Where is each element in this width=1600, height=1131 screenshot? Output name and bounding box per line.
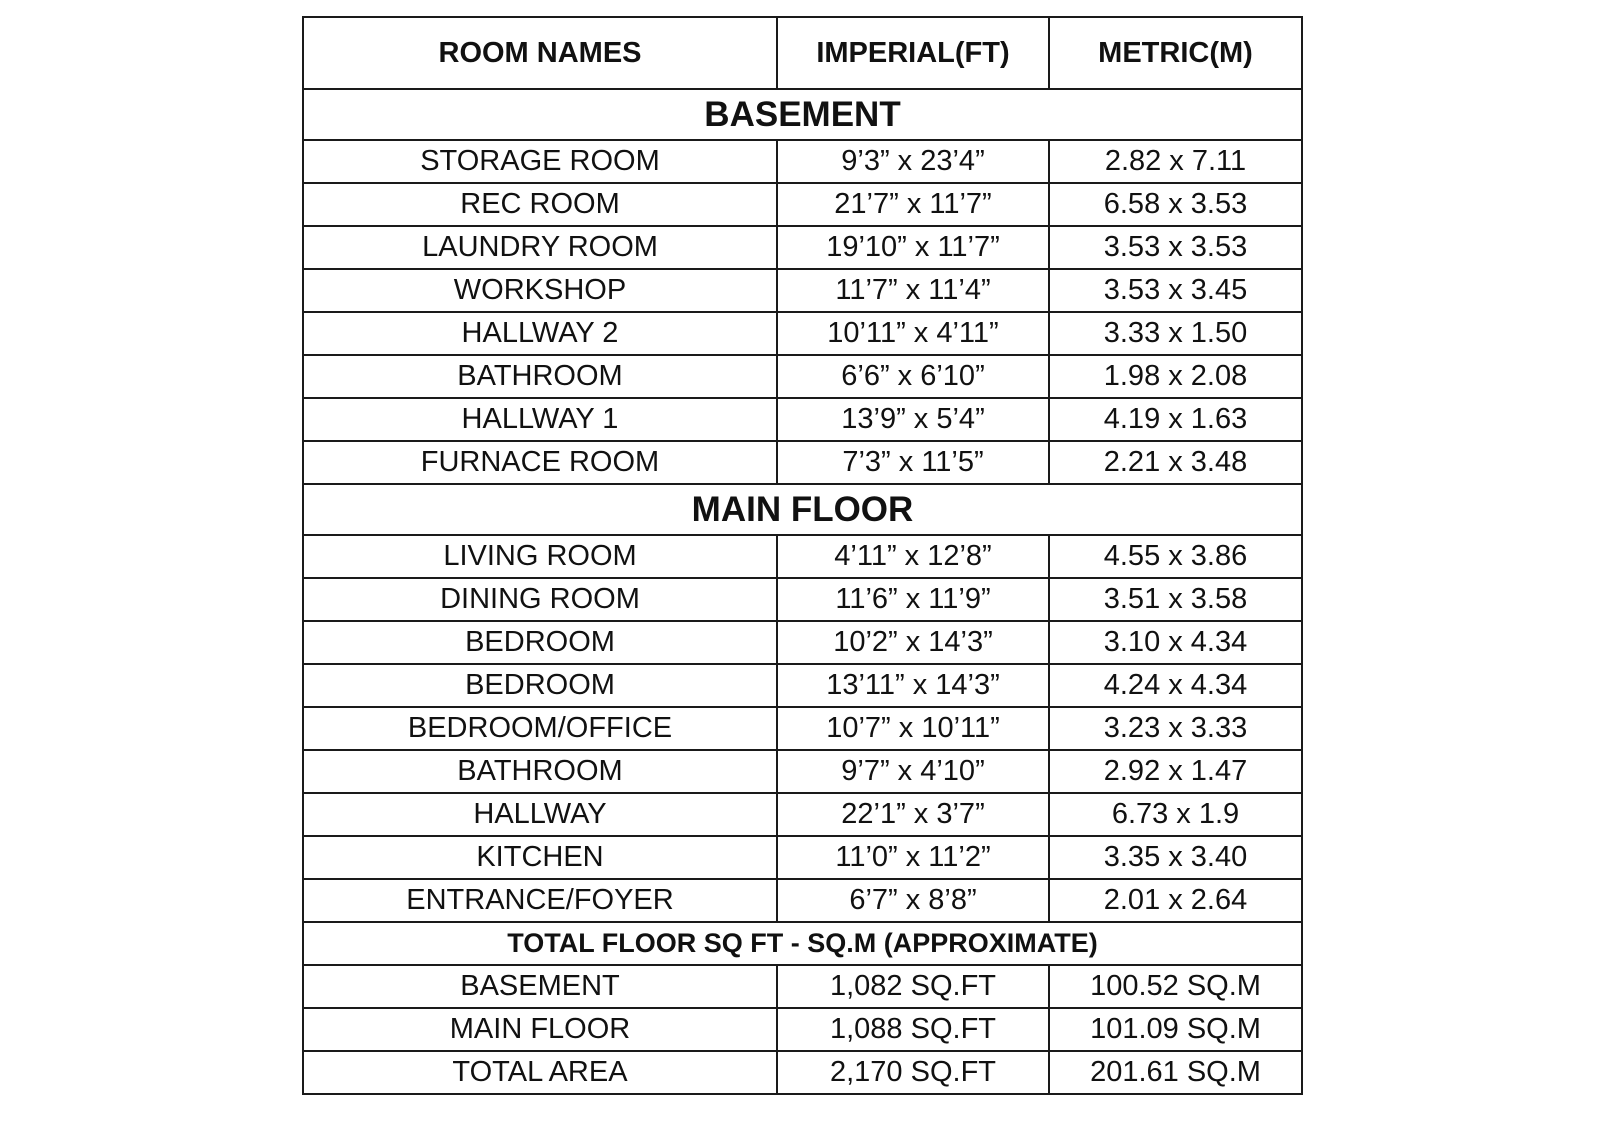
- column-header-room-names: ROOM NAMES: [303, 17, 777, 89]
- room-name-cell: FURNACE ROOM: [303, 441, 777, 484]
- room-name-cell: HALLWAY 1: [303, 398, 777, 441]
- table-row: [303, 664, 1302, 707]
- imperial-dimension-cell: 10’11” x 4’11”: [777, 312, 1049, 355]
- room-name-cell: BASEMENT: [303, 965, 777, 1008]
- table-row: [303, 398, 1302, 441]
- imperial-dimension-cell: 11’0” x 11’2”: [777, 836, 1049, 879]
- imperial-dimension-cell: 13’9” x 5’4”: [777, 398, 1049, 441]
- imperial-dimension-cell: 9’7” x 4’10”: [777, 750, 1049, 793]
- metric-dimension-cell: 4.24 x 4.34: [1049, 664, 1302, 707]
- room-name-cell: BATHROOM: [303, 750, 777, 793]
- imperial-dimension-cell: 9’3” x 23’4”: [777, 140, 1049, 183]
- table-row: [303, 1051, 1302, 1094]
- metric-dimension-cell: 3.51 x 3.58: [1049, 578, 1302, 621]
- imperial-dimension-cell: 4’11” x 12’8”: [777, 535, 1049, 578]
- section-title-basement: BASEMENT: [303, 89, 1302, 140]
- imperial-dimension-cell: 13’11” x 14’3”: [777, 664, 1049, 707]
- imperial-dimension-cell: 19’10” x 11’7”: [777, 226, 1049, 269]
- imperial-dimension-cell: 10’2” x 14’3”: [777, 621, 1049, 664]
- metric-dimension-cell: 3.53 x 3.53: [1049, 226, 1302, 269]
- table-row: [303, 140, 1302, 183]
- room-name-cell: HALLWAY: [303, 793, 777, 836]
- room-name-cell: ENTRANCE/FOYER: [303, 879, 777, 922]
- imperial-dimension-cell: 22’1” x 3’7”: [777, 793, 1049, 836]
- room-name-cell: BEDROOM: [303, 621, 777, 664]
- table-row: [303, 312, 1302, 355]
- metric-dimension-cell: 3.10 x 4.34: [1049, 621, 1302, 664]
- imperial-dimension-cell: 1,088 SQ.FT: [777, 1008, 1049, 1051]
- metric-dimension-cell: 4.19 x 1.63: [1049, 398, 1302, 441]
- imperial-dimension-cell: 1,082 SQ.FT: [777, 965, 1049, 1008]
- imperial-dimension-cell: 11’6” x 11’9”: [777, 578, 1049, 621]
- metric-dimension-cell: 1.98 x 2.08: [1049, 355, 1302, 398]
- room-name-cell: REC ROOM: [303, 183, 777, 226]
- room-dimensions-table: [302, 16, 1303, 1095]
- metric-dimension-cell: 3.33 x 1.50: [1049, 312, 1302, 355]
- table-row: [303, 183, 1302, 226]
- metric-dimension-cell: 2.21 x 3.48: [1049, 441, 1302, 484]
- metric-dimension-cell: 2.01 x 2.64: [1049, 879, 1302, 922]
- section-title-totals: TOTAL FLOOR SQ FT - SQ.M (APPROXIMATE): [303, 922, 1302, 965]
- room-name-cell: LAUNDRY ROOM: [303, 226, 777, 269]
- imperial-dimension-cell: 10’7” x 10’11”: [777, 707, 1049, 750]
- table-row: [303, 793, 1302, 836]
- metric-dimension-cell: 6.73 x 1.9: [1049, 793, 1302, 836]
- table-row: [303, 355, 1302, 398]
- room-name-cell: BEDROOM/OFFICE: [303, 707, 777, 750]
- room-name-cell: BEDROOM: [303, 664, 777, 707]
- table-row: [303, 578, 1302, 621]
- room-name-cell: LIVING ROOM: [303, 535, 777, 578]
- metric-dimension-cell: 100.52 SQ.M: [1049, 965, 1302, 1008]
- imperial-dimension-cell: 21’7” x 11’7”: [777, 183, 1049, 226]
- room-name-cell: DINING ROOM: [303, 578, 777, 621]
- table-header-row: [303, 17, 1302, 89]
- imperial-dimension-cell: 6’7” x 8’8”: [777, 879, 1049, 922]
- room-name-cell: BATHROOM: [303, 355, 777, 398]
- metric-dimension-cell: 3.53 x 3.45: [1049, 269, 1302, 312]
- metric-dimension-cell: 101.09 SQ.M: [1049, 1008, 1302, 1051]
- section-row: [303, 89, 1302, 140]
- table-row: [303, 965, 1302, 1008]
- metric-dimension-cell: 3.35 x 3.40: [1049, 836, 1302, 879]
- table-row: [303, 226, 1302, 269]
- room-name-cell: STORAGE ROOM: [303, 140, 777, 183]
- table-row: [303, 879, 1302, 922]
- table-row: [303, 535, 1302, 578]
- section-row: [303, 484, 1302, 535]
- imperial-dimension-cell: 2,170 SQ.FT: [777, 1051, 1049, 1094]
- metric-dimension-cell: 2.82 x 7.11: [1049, 140, 1302, 183]
- room-name-cell: HALLWAY 2: [303, 312, 777, 355]
- column-header-metric: METRIC(M): [1049, 17, 1302, 89]
- room-name-cell: MAIN FLOOR: [303, 1008, 777, 1051]
- table-row: [303, 441, 1302, 484]
- table-row: [303, 269, 1302, 312]
- room-name-cell: WORKSHOP: [303, 269, 777, 312]
- room-name-cell: KITCHEN: [303, 836, 777, 879]
- imperial-dimension-cell: 7’3” x 11’5”: [777, 441, 1049, 484]
- imperial-dimension-cell: 11’7” x 11’4”: [777, 269, 1049, 312]
- table-row: [303, 621, 1302, 664]
- column-header-imperial: IMPERIAL(FT): [777, 17, 1049, 89]
- section-row: [303, 922, 1302, 965]
- section-title-main-floor: MAIN FLOOR: [303, 484, 1302, 535]
- table-row: [303, 750, 1302, 793]
- metric-dimension-cell: 2.92 x 1.47: [1049, 750, 1302, 793]
- room-name-cell: TOTAL AREA: [303, 1051, 777, 1094]
- table-row: [303, 1008, 1302, 1051]
- table-row: [303, 707, 1302, 750]
- metric-dimension-cell: 6.58 x 3.53: [1049, 183, 1302, 226]
- metric-dimension-cell: 3.23 x 3.33: [1049, 707, 1302, 750]
- table-row: [303, 836, 1302, 879]
- metric-dimension-cell: 201.61 SQ.M: [1049, 1051, 1302, 1094]
- imperial-dimension-cell: 6’6” x 6’10”: [777, 355, 1049, 398]
- metric-dimension-cell: 4.55 x 3.86: [1049, 535, 1302, 578]
